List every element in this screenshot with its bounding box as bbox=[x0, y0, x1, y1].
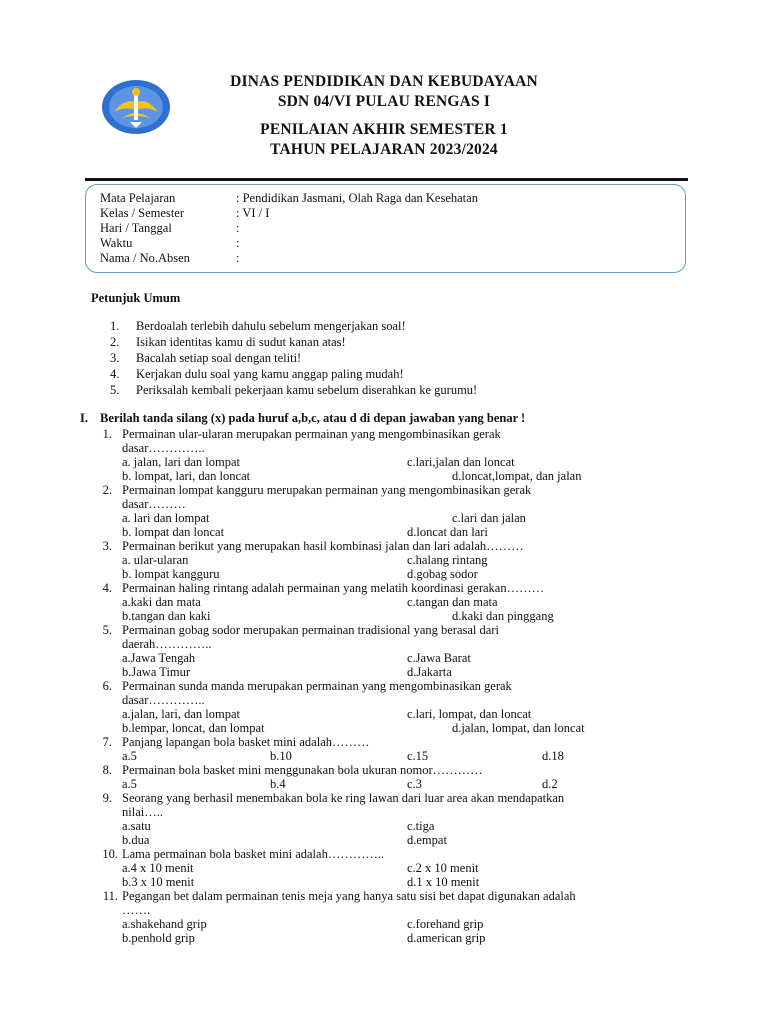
option-a[interactable]: a. jalan, lari dan lompat bbox=[122, 455, 241, 469]
identity-subject bbox=[100, 191, 478, 206]
option-a[interactable]: a.satu bbox=[122, 819, 151, 833]
option-d[interactable]: d.gobag sodor bbox=[407, 567, 478, 581]
option-b[interactable]: b. lompat, lari, dan loncat bbox=[122, 469, 251, 483]
option-c[interactable]: c.halang rintang bbox=[407, 553, 488, 567]
header-divider bbox=[85, 178, 688, 181]
option-a[interactable]: a.kaki dan mata bbox=[122, 595, 201, 609]
identity-label: Hari / Tanggal bbox=[100, 221, 172, 235]
option-c[interactable]: c.2 x 10 menit bbox=[407, 861, 479, 875]
option-d[interactable]: d.empat bbox=[407, 833, 447, 847]
option-b[interactable]: b.dua bbox=[122, 833, 150, 847]
general-instructions-title: Petunjuk Umum bbox=[91, 291, 181, 305]
option-d[interactable]: d.loncat,lompat, dan jalan bbox=[452, 469, 582, 483]
option-d[interactable]: d.loncat dan lari bbox=[407, 525, 488, 539]
option-b[interactable]: b. lompat kangguru bbox=[122, 567, 220, 581]
identity-date bbox=[100, 221, 239, 236]
option-c[interactable]: c.3 bbox=[407, 777, 422, 791]
option-c[interactable]: c.lari,jalan dan loncat bbox=[407, 455, 515, 469]
academic-year: TAHUN PELAJARAN 2023/2024 bbox=[270, 141, 498, 158]
option-a[interactable]: a.5 bbox=[122, 777, 137, 791]
option-b[interactable]: b.10 bbox=[270, 749, 292, 763]
identity-value: : bbox=[236, 236, 240, 250]
option-c[interactable]: c.tangan dan mata bbox=[407, 595, 498, 609]
school-name: SDN 04/VI PULAU RENGAS I bbox=[277, 93, 491, 110]
option-d[interactable]: d.jalan, lompat, dan loncat bbox=[452, 721, 585, 735]
identity-label: Nama / No.Absen bbox=[100, 251, 190, 265]
exam-page: DINAS PENDIDIKAN DAN KEBUDAYAAN SDN 04/VI PULAU RENGAS I PENILAIAN AKHIR SEMESTER 1 TAHUN PELAJARAN 2023/2024 Mata Pelajaran : Pendidikan Jasmani, Olah Raga dan Kesehatan Kelas / Semester : VI / I Hari / Tanggal : Waktu : Nama / No.Absen : Petunjuk Umum 1. Berdoalah terlebih dahulu sebelum mengerjakan soal! 2. Isikan identitas kamu di sudut kanan atas! 3. Bacalah setiap soal dengan teliti! 4. Kerjakan dulu soal yang kamu anggap paling mudah! 5. Periksalah kembali pekerjaan kamu sebelum diserahkan ke gurumu! I. Berilah tanda silang (x) pada huruf a,b,c, atau d di depan jawaban yang benar ! 1. Permainan ular-ularan merupakan permainan yang mengombinasikan gerak dasar………….. a. jalan, lari dan lompat b. lompat, lari, dan loncat c.lari,jalan dan loncat d.loncat,lompat, dan jalan 2. Permainan lompat kangguru merupakan permainan yang mengombinasikan gerak dasar……… a. lari dan lompat b. lompat dan loncat c.lari dan jalan d.loncat dan lari 3. Permainan berikut yang merupakan hasil kombinasi jalan dan lari adalah……… a. ular-ularan b. lompat kangguru c.halang rintang d.gobag sodor 4. Permainan haling rintang adalah permainan yang melatih koordinasi gerakan……… a.kaki dan mata b.tangan dan kaki c.tangan dan mata d.kaki dan pinggang 5. Permainan gobag sodor merupakan permainan tradisional yang berasal dari daerah………….. a.Jawa Tengah b.Jawa Timur c.Jawa Barat d.Jakarta 6. Permainan sunda manda merupakan permainan yang mengombinasikan gerak dasar………….. a.jalan, lari, dan lompat b.lempar, loncat, dan lompat c.lari, lompat, dan loncat d.jalan, lompat, dan loncat 7. Panjang lapangan bola basket mini adalah……… a.5 b.10 c.15 d.18 8. Permainan bola basket mini menggunakan bola ukuran nomor………… a.5 b.4 c.3 d.2 9. Seorang yang berhasil menembakan bola ke ring lawan dari luar area akan mendapatkan nilai….. a.satu b.dua c.tiga d.empat 10. Lama permainan bola basket mini adalah………….. a.4 x 10 menit b.3 x 10 menit c.2 x 10 menit d.1 x 10 menit 11. Pegangan bet dalam permainan tenis meja yang hanya satu sisi bet dapat digunakan adalah ……. a.shakehand grip b.penhold grip c.forehand grip d.american grip bbox=[0, 0, 768, 1024]
option-b[interactable]: b.penhold grip bbox=[122, 931, 195, 945]
exam-title: PENILAIAN AKHIR SEMESTER 1 bbox=[260, 121, 508, 138]
option-c[interactable]: c.Jawa Barat bbox=[407, 651, 471, 665]
identity-time bbox=[100, 236, 239, 251]
option-a[interactable]: a.jalan, lari, dan lompat bbox=[122, 707, 241, 721]
option-a[interactable]: a.Jawa Tengah bbox=[122, 651, 196, 665]
option-d[interactable]: d.american grip bbox=[407, 931, 486, 945]
option-b[interactable]: b.tangan dan kaki bbox=[122, 609, 211, 623]
identity-value: : bbox=[236, 251, 240, 265]
option-d[interactable]: d.2 bbox=[542, 777, 558, 791]
identity-value: : VI / I bbox=[236, 206, 270, 220]
option-b[interactable]: b.Jawa Timur bbox=[122, 665, 191, 679]
option-c[interactable]: c.forehand grip bbox=[407, 917, 484, 931]
identity-label: Waktu bbox=[100, 236, 133, 250]
option-a[interactable]: a.5 bbox=[122, 749, 137, 763]
option-c[interactable]: c.15 bbox=[407, 749, 429, 763]
identity-value: : bbox=[236, 221, 240, 235]
option-d[interactable]: d.Jakarta bbox=[407, 665, 452, 679]
identity-name bbox=[100, 251, 239, 266]
option-a[interactable]: a.4 x 10 menit bbox=[122, 861, 194, 875]
identity-label: Mata Pelajaran bbox=[100, 191, 176, 205]
option-d[interactable]: d.kaki dan pinggang bbox=[452, 609, 554, 623]
option-a[interactable]: a.shakehand grip bbox=[122, 917, 207, 931]
option-c[interactable]: c.tiga bbox=[407, 819, 435, 833]
identity-value: : Pendidikan Jasmani, Olah Raga dan Kesehatan bbox=[236, 191, 478, 205]
option-d[interactable]: d.1 x 10 menit bbox=[407, 875, 480, 889]
agency-title: DINAS PENDIDIKAN DAN KEBUDAYAAN bbox=[230, 73, 538, 90]
option-d[interactable]: d.18 bbox=[542, 749, 564, 763]
option-b[interactable]: b.lempar, loncat, dan lompat bbox=[122, 721, 265, 735]
option-b[interactable]: b. lompat dan loncat bbox=[122, 525, 225, 539]
option-b[interactable]: b.4 bbox=[270, 777, 286, 791]
option-a[interactable]: a. ular-ularan bbox=[122, 553, 189, 567]
identity-label: Kelas / Semester bbox=[100, 206, 185, 220]
option-b[interactable]: b.3 x 10 menit bbox=[122, 875, 195, 889]
option-c[interactable]: c.lari dan jalan bbox=[452, 511, 526, 525]
identity-class bbox=[100, 206, 269, 221]
option-c[interactable]: c.lari, lompat, dan loncat bbox=[407, 707, 532, 721]
option-a[interactable]: a. lari dan lompat bbox=[122, 511, 210, 525]
section-instruction: I. Berilah tanda silang (x) pada huruf a,b,c, atau d di depan jawaban yang benar ! bbox=[80, 411, 526, 425]
